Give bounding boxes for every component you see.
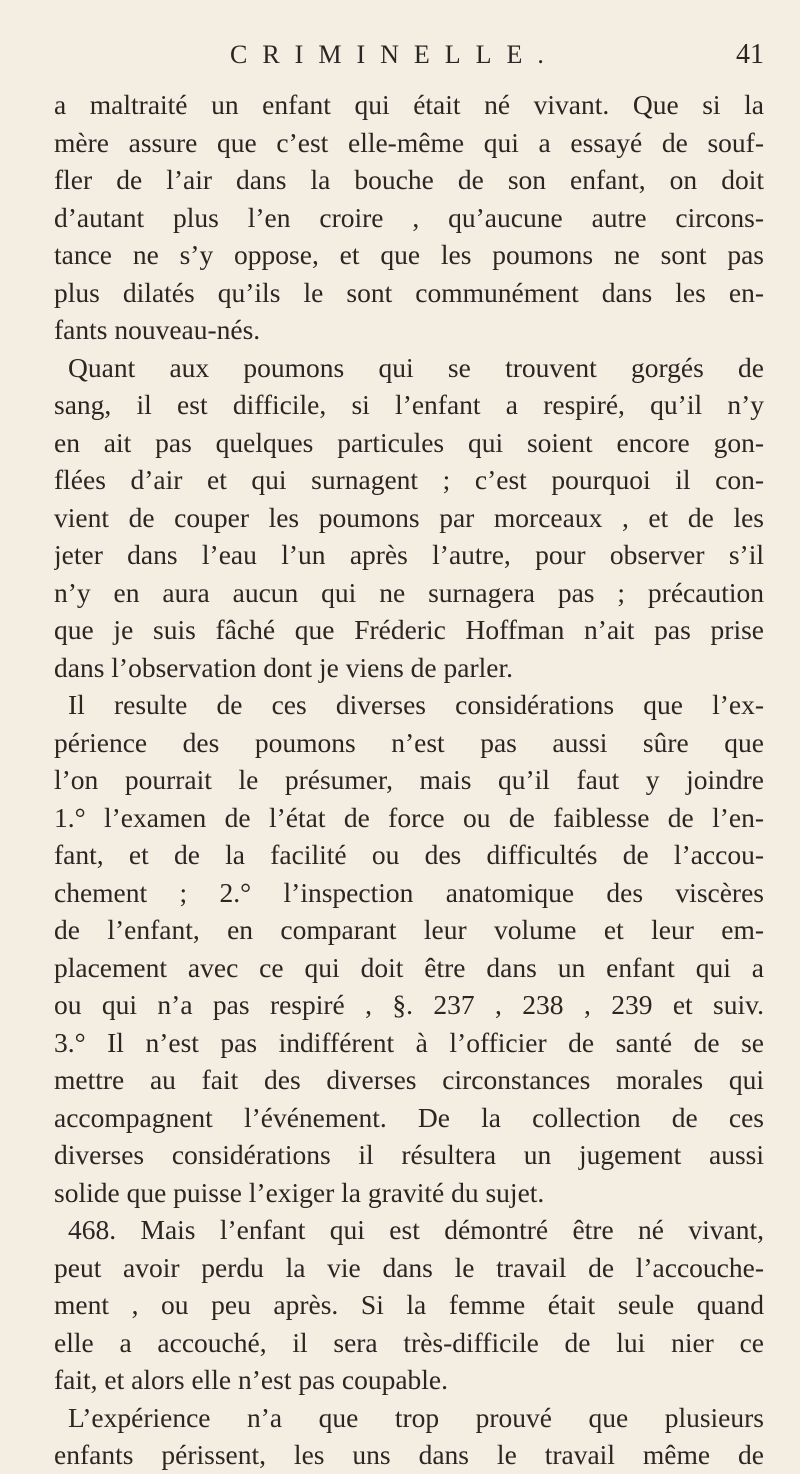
text-line: diverses considérations il résultera un jugement aussi [54,1139,764,1170]
text-line: périence des poumons n’est pas aussi sûre que [54,726,764,758]
text-line: ment , ou peu après. Si la femme était seule quand [54,1289,764,1320]
page-number: 41 [736,39,764,70]
text-line: 1.° l’examen de l’état de force ou de faiblesse de l’en- [54,801,764,833]
text-line: de l’enfant, en comparant leur volume et leur em- [54,914,764,945]
text-line: en ait pas quelques particules qui soient encore gon- [54,426,764,458]
text-line: peut avoir perdu la vie dans le travail de l’accouche- [54,1251,764,1283]
text-line: d’autant plus l’en croire , qu’aucune autre circons- [54,201,764,233]
running-title: CRIMINELLE. [230,40,559,69]
text-line: mettre au fait des diverses circonstances morales qui [54,1064,764,1095]
text-line: Quant aux poumons qui se trouvent gorgés de [68,351,764,383]
text-line: fler de l’air dans la bouche de son enfant, on doit [54,164,764,195]
text-line: vient de couper les poumons par morceaux , et de les [54,501,764,533]
text-line: jeter dans l’eau l’un après l’autre, pour observer s’il [54,539,764,570]
running-head [54,40,764,86]
text-line: plus dilatés qu’ils le sont communément dans les en- [54,276,764,308]
text-line: fants nouveau-nés. [54,314,261,345]
text-line: chement ; 2.° l’inspection anatomique des viscères [54,876,764,908]
text-line: elle a accouché, il sera très-difficile de lui nier ce [54,1326,764,1358]
text-line: 468. Mais l’enfant qui est démontré être né vivant, [68,1214,764,1245]
text-line: fait, et alors elle n’est pas coupable. [54,1364,449,1395]
body-text [54,86,764,1474]
text-line: accompagnent l’événement. De la collection de ces [54,1101,764,1133]
text-line: Il resulte de ces diverses considérations que l’ex- [68,689,764,720]
text-line: flées d’air et qui surnagent ; c’est pourquoi il con- [54,464,764,495]
text-line: placement avec ce qui doit être dans un enfant qui a [54,951,764,983]
text-line: l’on pourrait le présumer, mais qu’il faut y joindre [54,764,764,795]
text-line: sang, il est difficile, si l’enfant a respiré, qu’il n’y [54,389,764,420]
text-line: a maltraité un enfant qui était né vivant. Que si la [54,89,764,120]
text-line: dans l’observation dont je viens de parler. [54,651,513,683]
text-line: solide que puisse l’exiger la gravité du sujet. [54,1176,545,1208]
text-line: 3.° Il n’est pas indifférent à l’officier de santé de se [54,1026,764,1058]
text-line: mère assure que c’est elle-même qui a essayé de souf- [54,126,764,158]
text-line: que je suis fâché que Fréderic Hoffman n’ait pas prise [54,614,764,645]
text-line: L’expérience n’a que trop prouvé que plusieurs [68,1401,764,1433]
text-line: fant, et de la facilité ou des difficultés de l’accou- [54,839,764,870]
text-line: tance ne s’y oppose, et que les poumons ne sont pas [54,239,764,270]
text-line: enfants périssent, les uns dans le travail même de [54,1439,764,1470]
text-line: ou qui n’a pas respiré , §. 237 , 238 , 239 et suiv. [54,989,764,1020]
text-line: n’y en aura aucun qui ne surnagera pas ; précaution [54,576,764,608]
